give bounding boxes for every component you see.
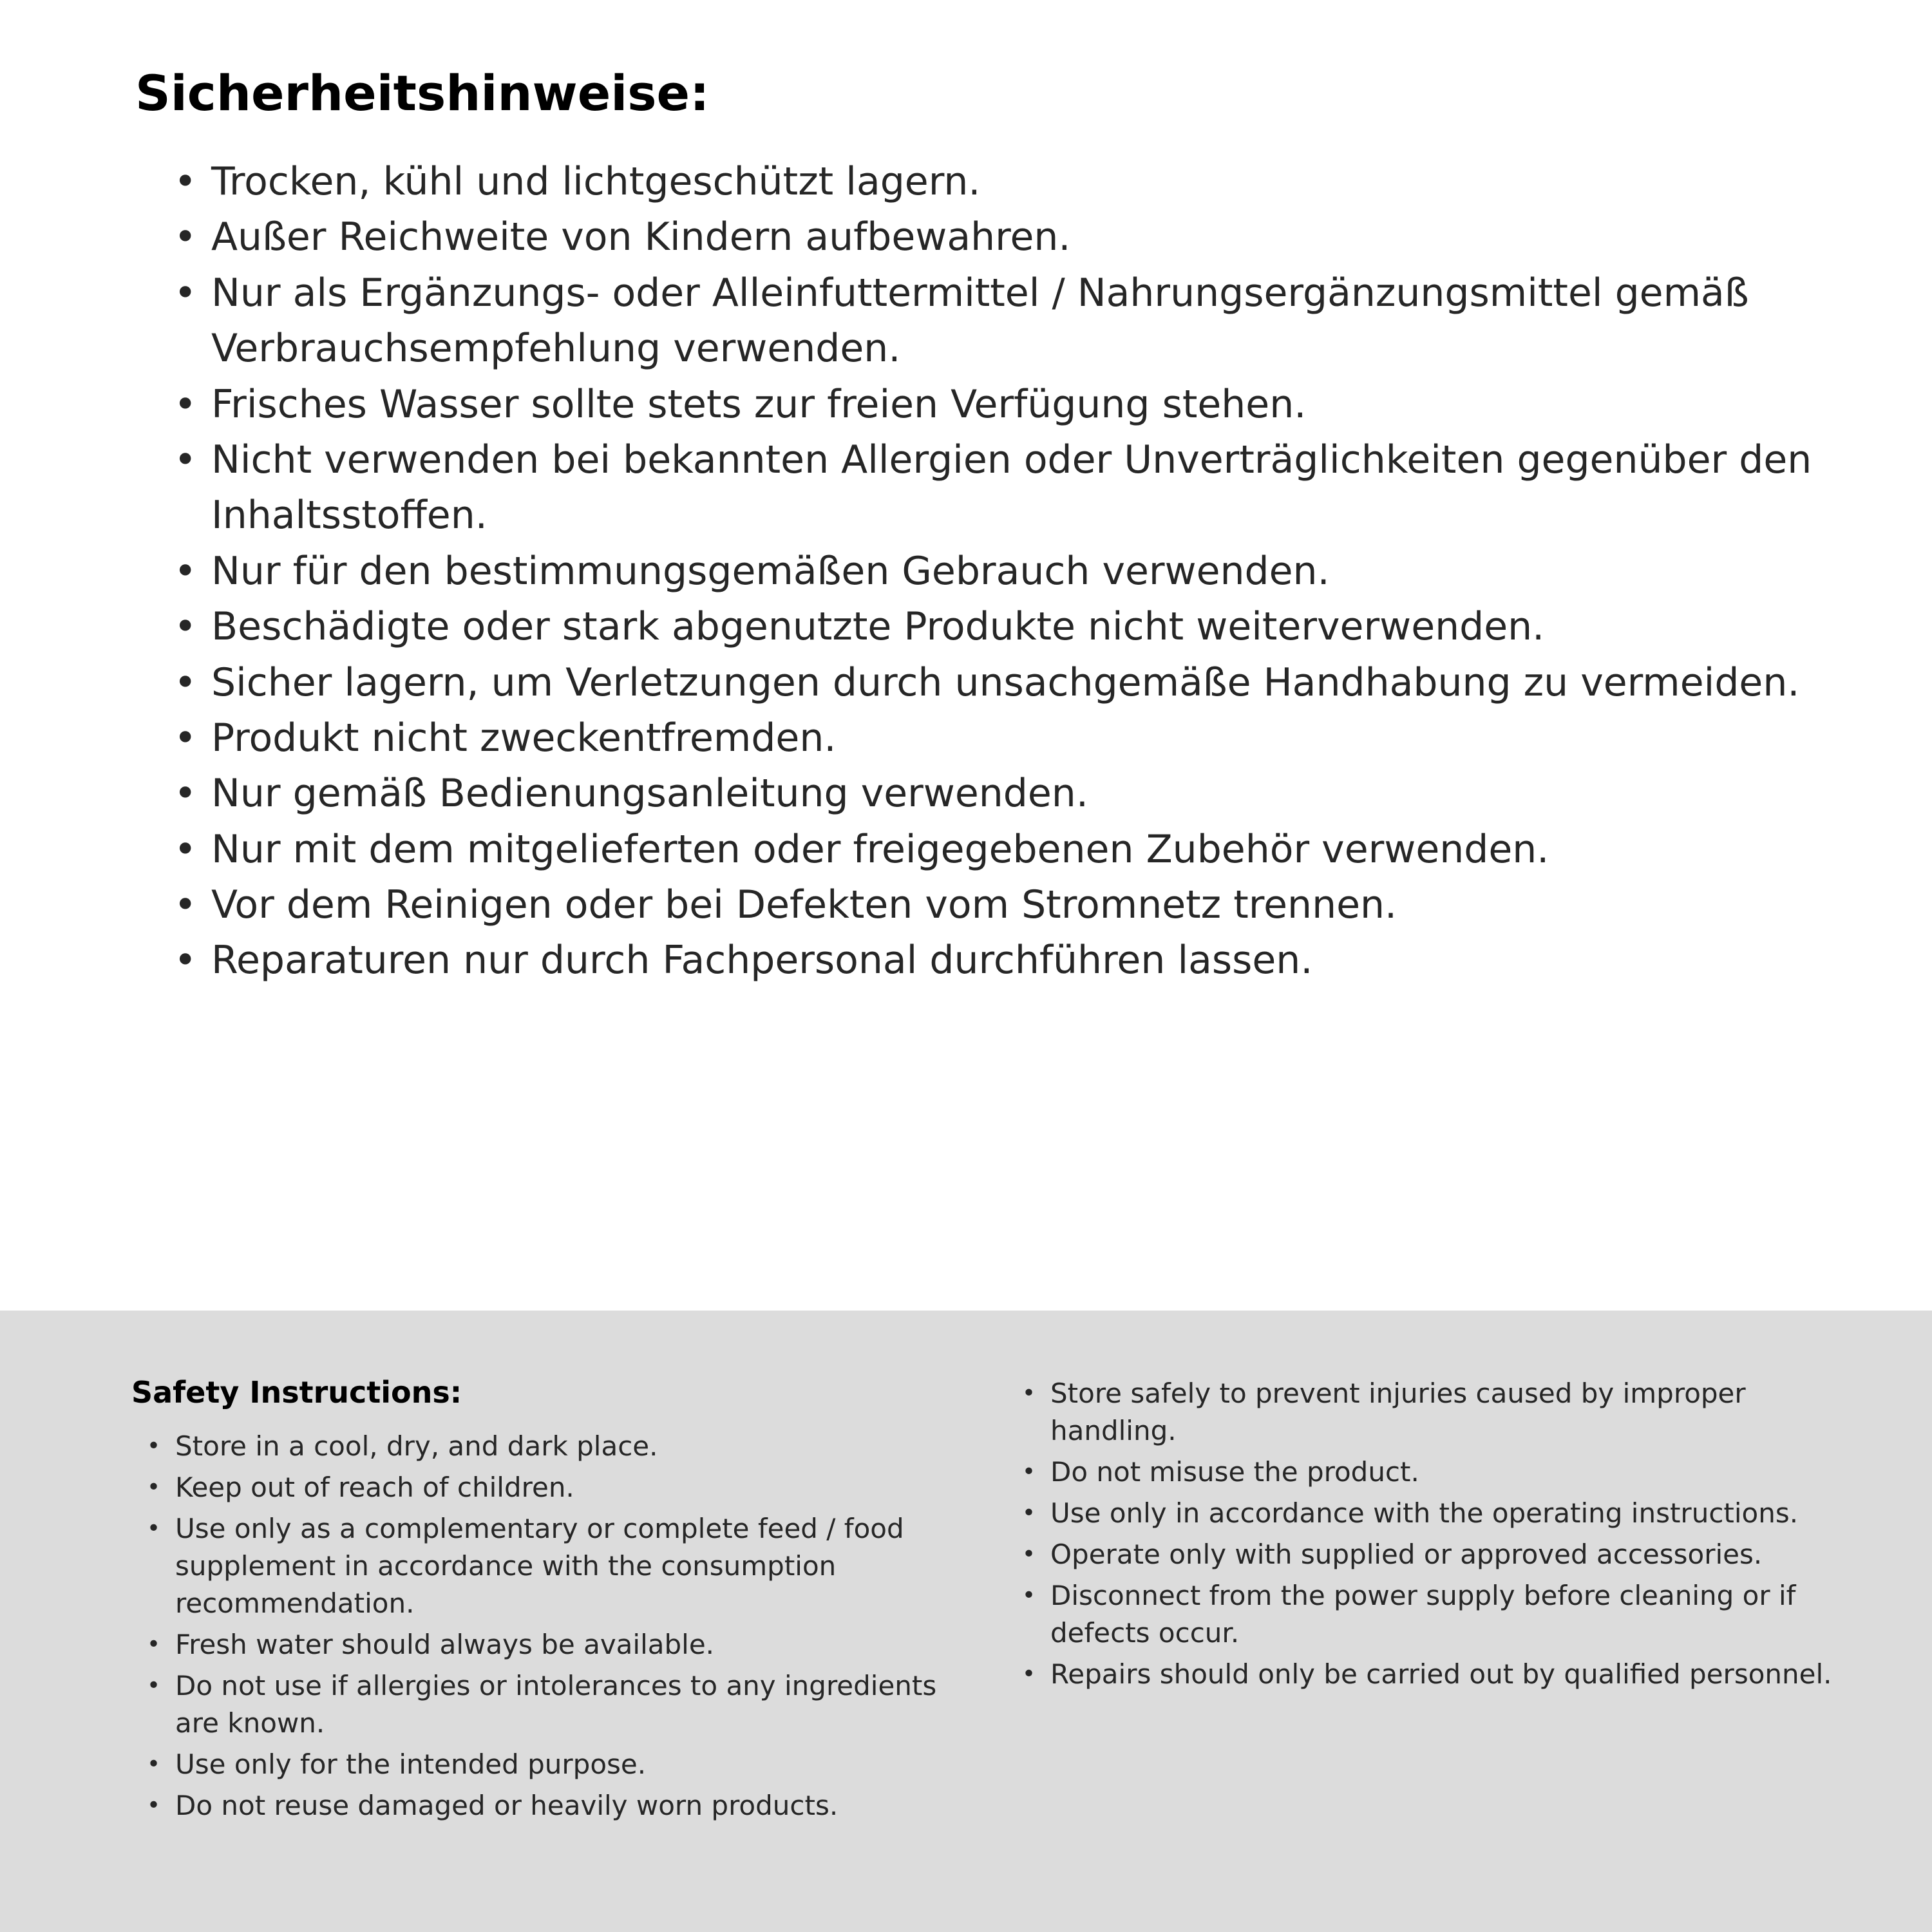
english-right-column: [1022, 1375, 1835, 1893]
list-item: • Reparaturen nur durch Fachpersonal durchführen lassen.: [174, 933, 1829, 988]
list-item: • Sicher lagern, um Verletzungen durch unsachgemäße Handhabung zu vermeiden.: [174, 655, 1829, 710]
english-section-title: Safety Instructions:: [131, 1375, 462, 1410]
english-safety-list-left: [147, 1428, 945, 1824]
list-item: • Repairs should only be carried out by qualified personnel.: [1022, 1656, 1835, 1693]
list-item: • Disconnect from the power supply before cleaning or if defects occur.: [1022, 1577, 1835, 1652]
english-safety-section: [0, 1311, 1932, 1932]
list-item: • Store in a cool, dry, and dark place.: [147, 1428, 945, 1465]
list-item: • Trocken, kühl und lichtgeschützt lagern.: [174, 154, 1829, 209]
german-safety-list: [174, 154, 1829, 989]
list-item: • Frisches Wasser sollte stets zur freien Verfügung stehen.: [174, 377, 1829, 432]
list-item: • Operate only with supplied or approved accessories.: [1022, 1536, 1835, 1573]
list-item: • Nur gemäß Bedienungsanleitung verwenden.: [174, 766, 1829, 821]
list-item: • Nicht verwenden bei bekannten Allergien oder Unverträglichkeiten gegenüber den Inhaltsstoffen.: [174, 432, 1829, 544]
list-item: • Vor dem Reinigen oder bei Defekten vom Stromnetz trennen.: [174, 877, 1829, 933]
list-item: • Nur als Ergänzungs- oder Alleinfuttermittel / Nahrungsergänzungsmittel gemäß Verbrauchsempfehlung verwenden.: [174, 265, 1829, 377]
list-item: • Nur für den bestimmungsgemäßen Gebrauch verwenden.: [174, 544, 1829, 599]
list-item: • Do not misuse the product.: [1022, 1454, 1835, 1491]
list-item: • Fresh water should always be available.: [147, 1626, 945, 1663]
english-safety-list-right: [1022, 1375, 1835, 1693]
english-left-column: [131, 1375, 945, 1893]
list-item: • Use only in accordance with the operating instructions.: [1022, 1495, 1835, 1532]
list-item: • Keep out of reach of children.: [147, 1469, 945, 1506]
list-item: • Außer Reichweite von Kindern aufbewahren.: [174, 209, 1829, 265]
list-item: • Produkt nicht zweckentfremden.: [174, 710, 1829, 766]
list-item: • Do not use if allergies or intolerances to any ingredients are known.: [147, 1667, 945, 1742]
list-item: • Store safely to prevent injuries caused by improper handling.: [1022, 1375, 1835, 1450]
list-item: • Do not reuse damaged or heavily worn products.: [147, 1787, 945, 1824]
list-item: • Use only for the intended purpose.: [147, 1746, 945, 1783]
list-item: • Use only as a complementary or complete feed / food supplement in accordance with the consumption recommendation.: [147, 1510, 945, 1622]
list-item: • Nur mit dem mitgelieferten oder freigegebenen Zubehör verwenden.: [174, 822, 1829, 877]
german-section-title: Sicherheitshinweise:: [135, 64, 710, 122]
list-item: • Beschädigte oder stark abgenutzte Produkte nicht weiterverwenden.: [174, 599, 1829, 654]
